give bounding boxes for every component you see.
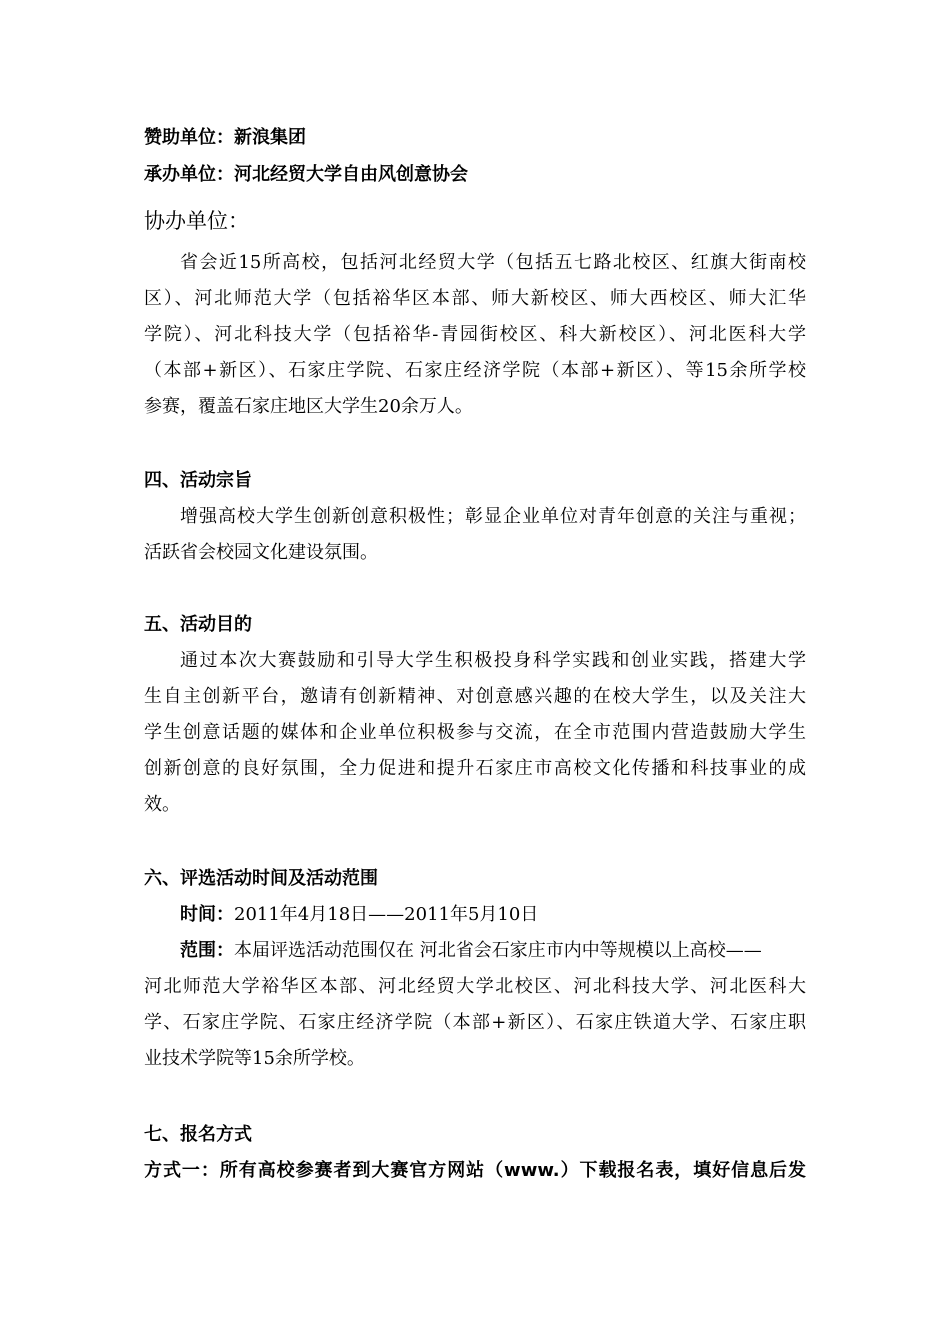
paragraph-line: 学生创意话题的媒体和企业单位积极参与交流，在全市范围内营造鼓励大学生	[144, 722, 806, 743]
paragraph-line: 区）、河北师范大学（包括裕华区本部、师大新校区、师大西校区、师大汇华	[144, 288, 806, 309]
paragraph-line: 省会近15所高校，包括河北经贸大学（包括五七路北校区、红旗大街南校	[180, 252, 806, 273]
organizer-line: 承办单位：河北经贸大学自由风创意协会	[144, 164, 468, 185]
section-heading: 六、评选活动时间及活动范围	[144, 868, 378, 889]
scope-text: 本届评选活动范围仅在 河北省会石家庄市内中等规模以上高校——	[234, 940, 762, 961]
co-organizer-heading: 协办单位：	[144, 209, 249, 233]
paragraph-line: 创新创意的良好氛围，全力促进和提升石家庄市高校文化传播和科技事业的成	[144, 758, 806, 779]
time-label: 时间：	[180, 904, 234, 925]
paragraph-line: 参赛，覆盖石家庄地区大学生20余万人。	[144, 396, 473, 417]
paragraph-line: （本部+新区）、石家庄学院、石家庄经济学院（本部+新区）、等15余所学校	[144, 360, 806, 381]
paragraph-line: 学、石家庄学院、石家庄经济学院（本部+新区）、石家庄铁道大学、石家庄职	[144, 1012, 806, 1033]
paragraph-line: 效。	[144, 794, 180, 815]
paragraph-line: 增强高校大学生创新创意积极性；彰显企业单位对青年创意的关注与重视；	[180, 506, 806, 527]
scope-label: 范围：	[180, 940, 234, 961]
section-heading: 五、活动目的	[144, 614, 252, 635]
paragraph-line: 活跃省会校园文化建设氛围。	[144, 542, 378, 563]
paragraph-line: 生自主创新平台，邀请有创新精神、对创意感兴趣的在校大学生，以及关注大	[144, 686, 806, 707]
paragraph-line: 河北师范大学裕华区本部、河北经贸大学北校区、河北科技大学、河北医科大	[144, 976, 806, 997]
sponsor-line: 赞助单位：新浪集团	[144, 127, 306, 148]
paragraph-line: 业技术学院等15余所学校。	[144, 1048, 365, 1069]
method-one-line: 方式一：所有高校参赛者到大赛官方网站（www.）下载报名表，填好信息后发	[144, 1160, 806, 1181]
time-line	[180, 904, 806, 926]
time-value: 2011年4月18日——2011年5月10日	[234, 904, 539, 925]
scope-line	[180, 940, 806, 962]
section-heading: 七、报名方式	[144, 1124, 252, 1145]
paragraph-line: 通过本次大赛鼓励和引导大学生积极投身科学实践和创业实践，搭建大学	[180, 650, 806, 671]
paragraph-line: 学院）、河北科技大学（包括裕华-青园街校区、科大新校区）、河北医科大学	[144, 324, 806, 345]
section-heading: 四、活动宗旨	[144, 470, 252, 491]
